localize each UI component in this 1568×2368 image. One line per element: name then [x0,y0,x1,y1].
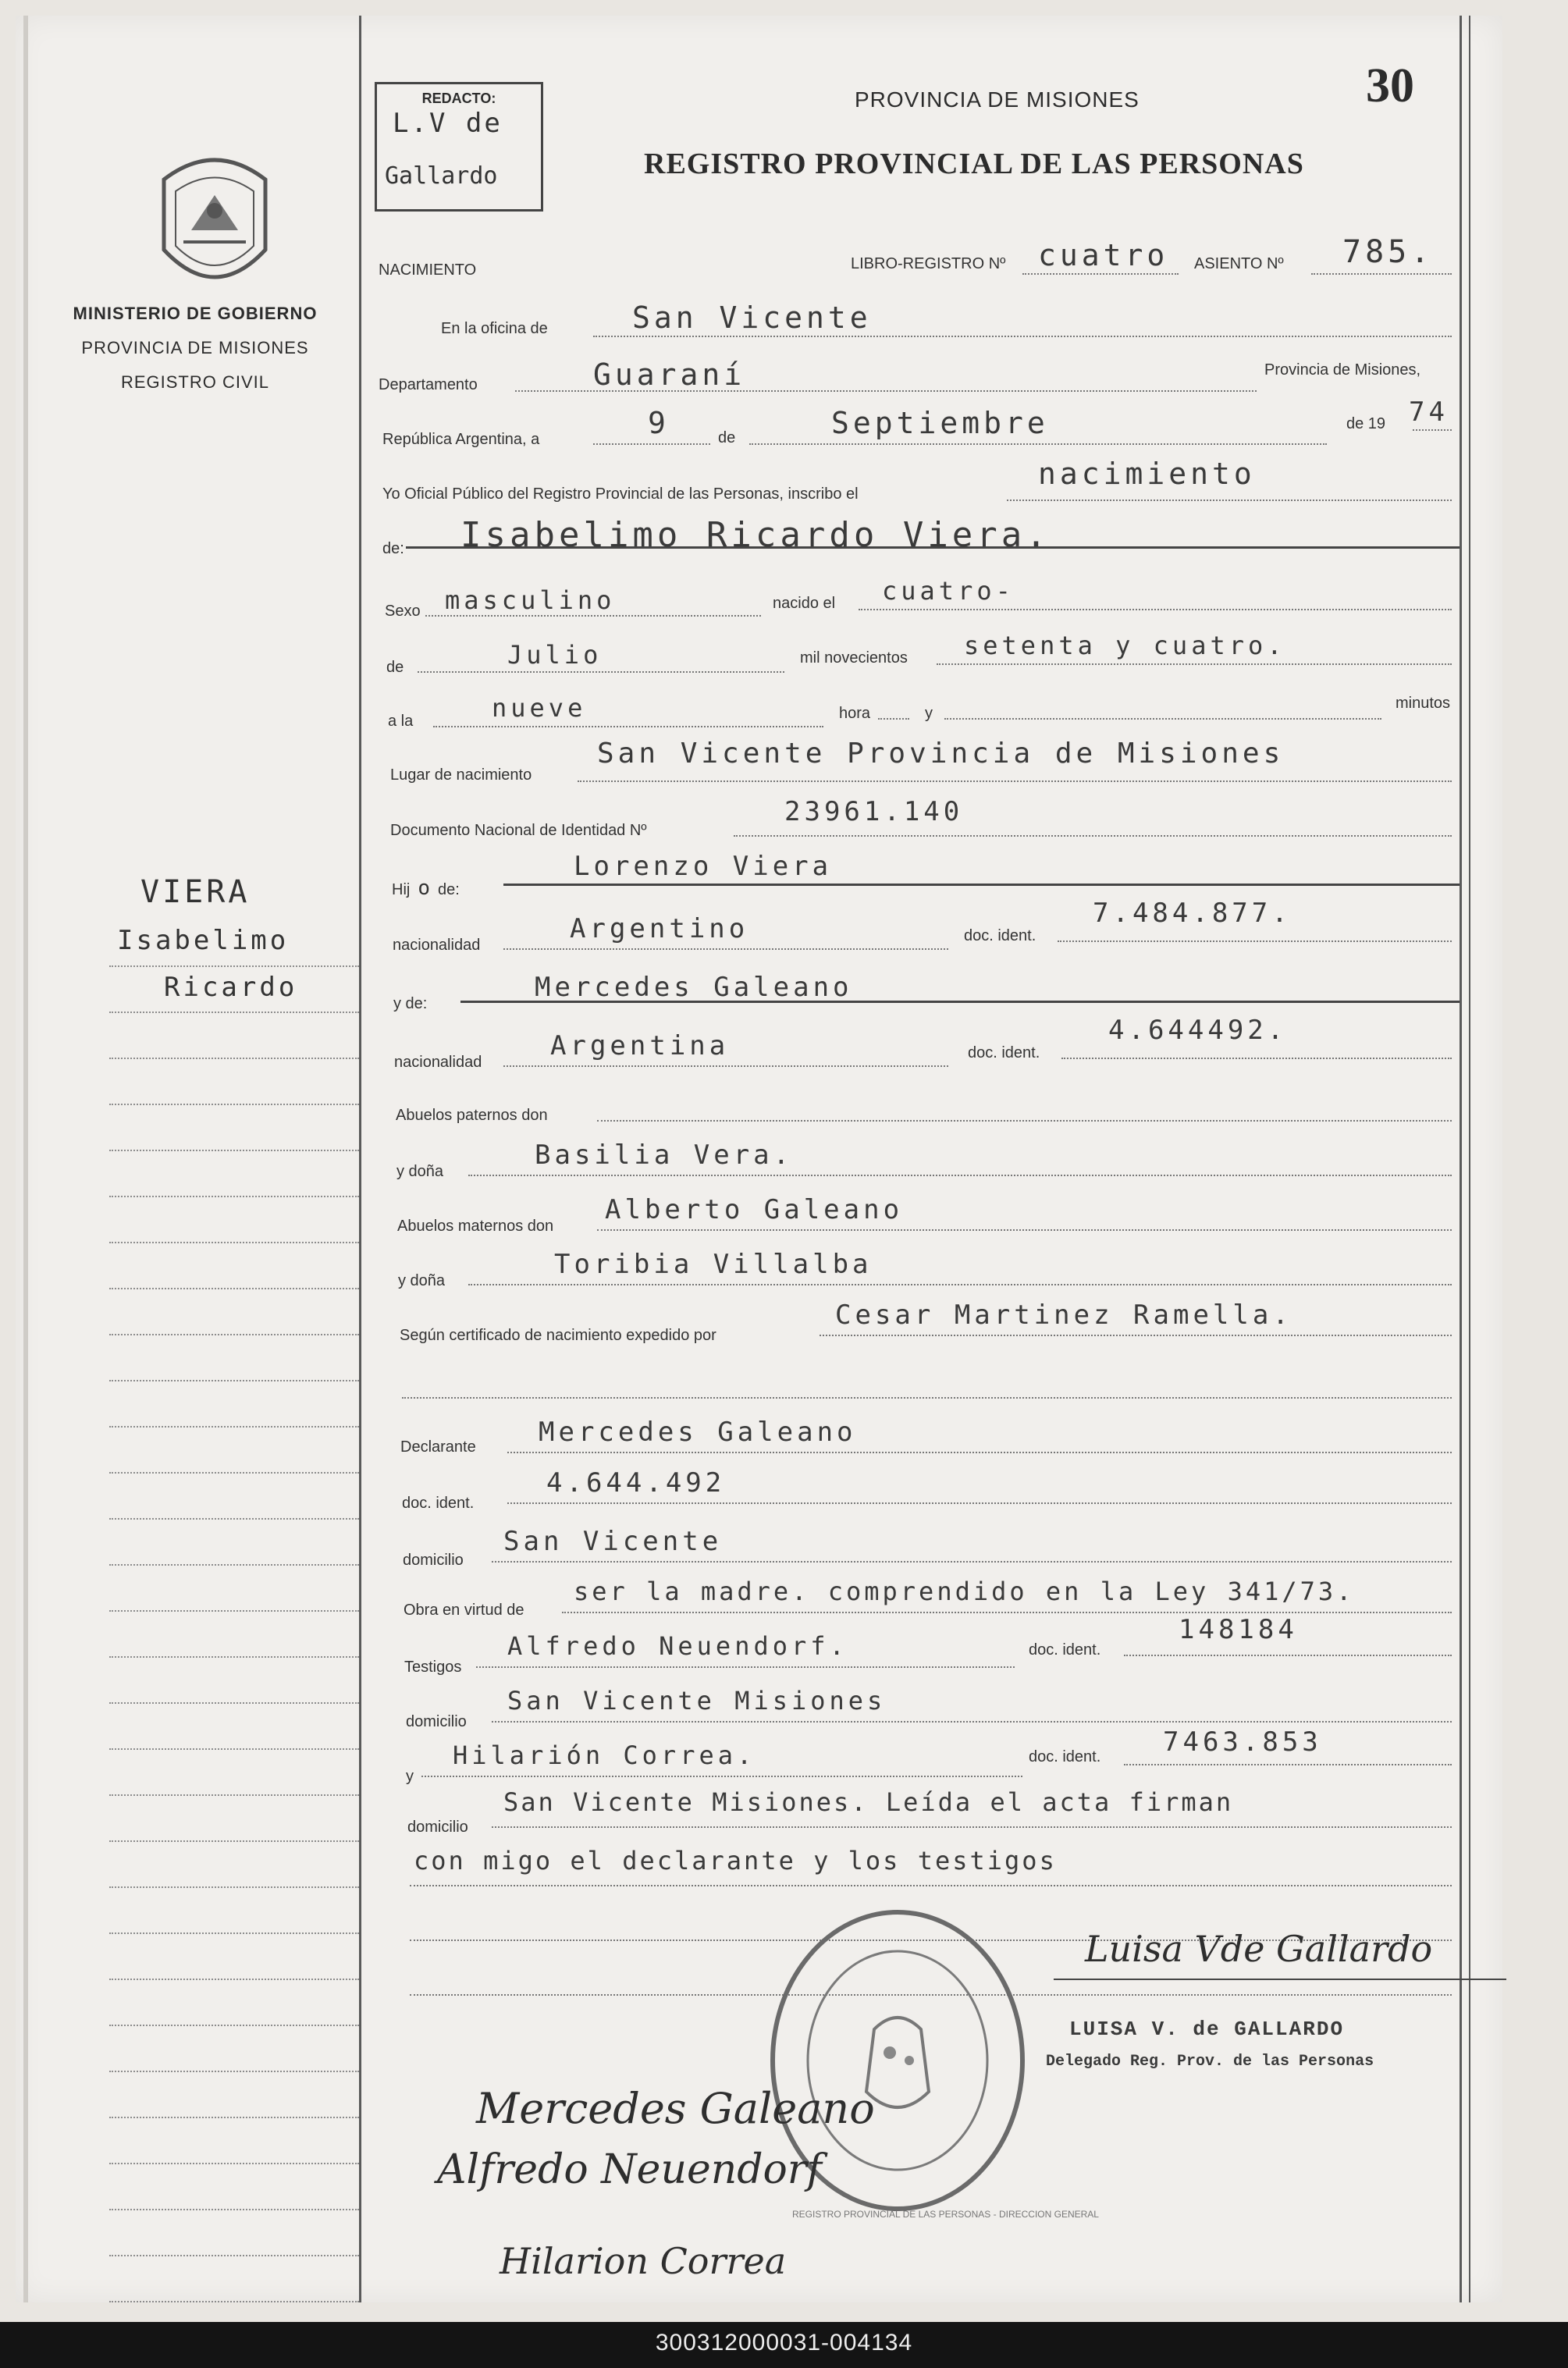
yde-label: y de: [393,995,428,1012]
padre-doc-label: doc. ident. [964,927,1036,944]
nacido-label: nacido el [773,595,836,612]
departamento-label: Departamento [379,376,478,393]
form-right-border [1460,16,1462,2302]
madre-nac-value: Argentina [550,1030,730,1061]
padre-doc-value: 7.484.877. [1093,898,1292,929]
testigo2-dom-label: domicilio [407,1819,468,1836]
de-label: de [718,429,736,446]
abuelos-pat-label: Abuelos paternos don [396,1107,548,1124]
certificado-label: Según certificado de nacimiento expedido por [400,1327,716,1344]
ministry-name: MINISTERIO DE GOBIERNO [73,304,318,323]
testigos-label: Testigos [404,1659,462,1676]
domicilio-value: San Vicente [503,1526,723,1557]
declarante-value: Mercedes Galeano [539,1417,857,1448]
abuela-pat-value: Basilia Vera. [535,1140,794,1171]
minutos-label: minutos [1396,695,1451,712]
margin-ruled-lines [109,921,359,2302]
testigo1-doc-value: 148184 [1179,1614,1298,1645]
abuela-mat-label: y doña [398,1272,446,1289]
testigo1-doc-label: doc. ident. [1029,1641,1101,1659]
signature-testigo-2: Hilarion Correa [500,2240,787,2282]
libro-label: LIBRO-REGISTRO Nº [851,255,1006,272]
abuelos-mat-value: Alberto Galeano [605,1194,904,1225]
lugar-label: Lugar de nacimiento [390,766,532,784]
year-value: 74 [1409,396,1449,428]
abuela-mat-value: Toribia Villalba [554,1249,873,1280]
stamp-text: REGISTRO PROVINCIAL DE LAS PERSONAS - DIRECCION GENERAL [792,2209,1099,2220]
document-page [16,16,1502,2302]
official-name: LUISA V. de GALLARDO [1069,2018,1345,2041]
page-number: 30 [1366,59,1414,112]
padre-value: Lorenzo Viera [574,851,833,882]
province-heading: PROVINCIA DE MISIONES [855,87,1140,112]
testigo1-value: Alfredo Neuendorf. [507,1631,848,1661]
ala-label: a la [388,713,414,730]
form-right-border-inner [1469,16,1470,2302]
de3-label: de [386,659,404,676]
oficina-label: En la oficina de [441,320,548,337]
madre-doc-label: doc. ident. [968,1044,1040,1061]
provincial-seal-icon [148,148,281,297]
y-label: y [925,705,933,722]
official-signature: Luisa Vde Gallardo [1085,1928,1433,1970]
signature-testigo-1: Alfredo Neuendorf [437,2146,822,2193]
testigo2-doc-value: 7463.853 [1163,1726,1322,1758]
hij-prefix: Hij [392,881,411,898]
testigo2-value: Hilarión Correa. [453,1740,756,1770]
republica-label: República Argentina, a [382,431,540,448]
padre-nac-value: Argentino [570,913,749,944]
closing-value: con migo el declarante y los testigos [414,1846,1057,1876]
hij-de: de: [438,881,460,898]
abuelos-mat-label: Abuelos maternos don [397,1218,554,1235]
hij-label [392,876,460,900]
oficial-value: nacimiento [1038,457,1256,491]
ministry-block [62,297,328,400]
year-label: de 19 [1346,415,1386,432]
redacto-handwritten-1: L.V de [393,108,503,139]
obra-value: ser la madre. comprendido en la Ley 341/73. [574,1577,1355,1606]
margin-second-name: Ricardo [164,972,298,1003]
hora-value: nueve [492,693,587,723]
madre-nac-label: nacionalidad [394,1054,482,1071]
declarante-doc-value: 4.644.492 [546,1467,726,1499]
obra-label: Obra en virtud de [404,1602,524,1619]
hora-label: hora [839,705,871,722]
mes-value: Julio [507,640,603,670]
nacido-value: cuatro- [882,576,1015,606]
oficina-value: San Vicente [632,300,872,335]
hij-gender: o [418,876,430,900]
sexo-value: masculino [445,585,616,615]
madre-value: Mercedes Galeano [535,972,853,1003]
binding-edge [23,16,28,2302]
libro-value: cuatro [1038,238,1169,272]
testigo2-dom-value: San Vicente Misiones. Leída el acta firman [503,1787,1234,1817]
de2-label: de: [382,540,404,557]
day-value: 9 [648,406,670,440]
domicilio-label: domicilio [403,1552,464,1569]
signature-declarante: Mercedes Galeano [476,2084,875,2133]
madre-doc-value: 4.644492. [1108,1015,1288,1046]
form-left-border [359,16,361,2302]
ministry-province: PROVINCIA DE MISIONES [81,338,309,357]
record-type-label: NACIMIENTO [379,261,477,279]
abuela-pat-label: y doña [396,1163,444,1180]
registry-title: REGISTRO PROVINCIAL DE LAS PERSONAS [644,148,1304,180]
asiento-value: 785. [1342,234,1434,270]
mil-label: mil novecientos [800,649,908,667]
oficial-label: Yo Oficial Público del Registro Provincial de las Personas, inscribo el [382,485,859,503]
document-id: 300312000031-004134 [655,2330,913,2356]
sexo-label: Sexo [385,603,421,620]
name-value: Isabelimo Ricardo Viera. [460,515,1051,555]
declarante-label: Declarante [400,1438,476,1456]
testigo1-dom-label: domicilio [406,1713,467,1730]
margin-given-name: Isabelimo [117,925,290,956]
dni-value: 23961.140 [784,796,964,827]
testigo1-dom-value: San Vicente Misiones [507,1686,887,1716]
redacto-handwritten-2: Gallardo [385,162,498,190]
redacto-label: REDACTO: [421,91,496,106]
testigo2-doc-label: doc. ident. [1029,1748,1101,1765]
redacto-box [375,82,543,212]
padre-nac-label: nacionalidad [393,937,481,954]
declarante-doc-label: doc. ident. [402,1495,475,1512]
departamento-value: Guaraní [593,357,746,392]
asiento-label: ASIENTO Nº [1194,255,1284,272]
ministry-registry: REGISTRO CIVIL [120,372,270,392]
month-value: Septiembre [831,406,1049,440]
y2-label: y [406,1768,414,1785]
provincia-label: Provincia de Misiones, [1264,361,1421,379]
dni-label: Documento Nacional de Identidad Nº [390,822,647,839]
official-title: Delegado Reg. Prov. de las Personas [1046,2053,1374,2071]
lugar-value: San Vicente Provincia de Misiones [597,738,1285,770]
margin-surname: VIERA [140,874,251,910]
mil-value: setenta y cuatro. [964,631,1286,660]
certificado-value: Cesar Martinez Ramella. [835,1300,1292,1331]
